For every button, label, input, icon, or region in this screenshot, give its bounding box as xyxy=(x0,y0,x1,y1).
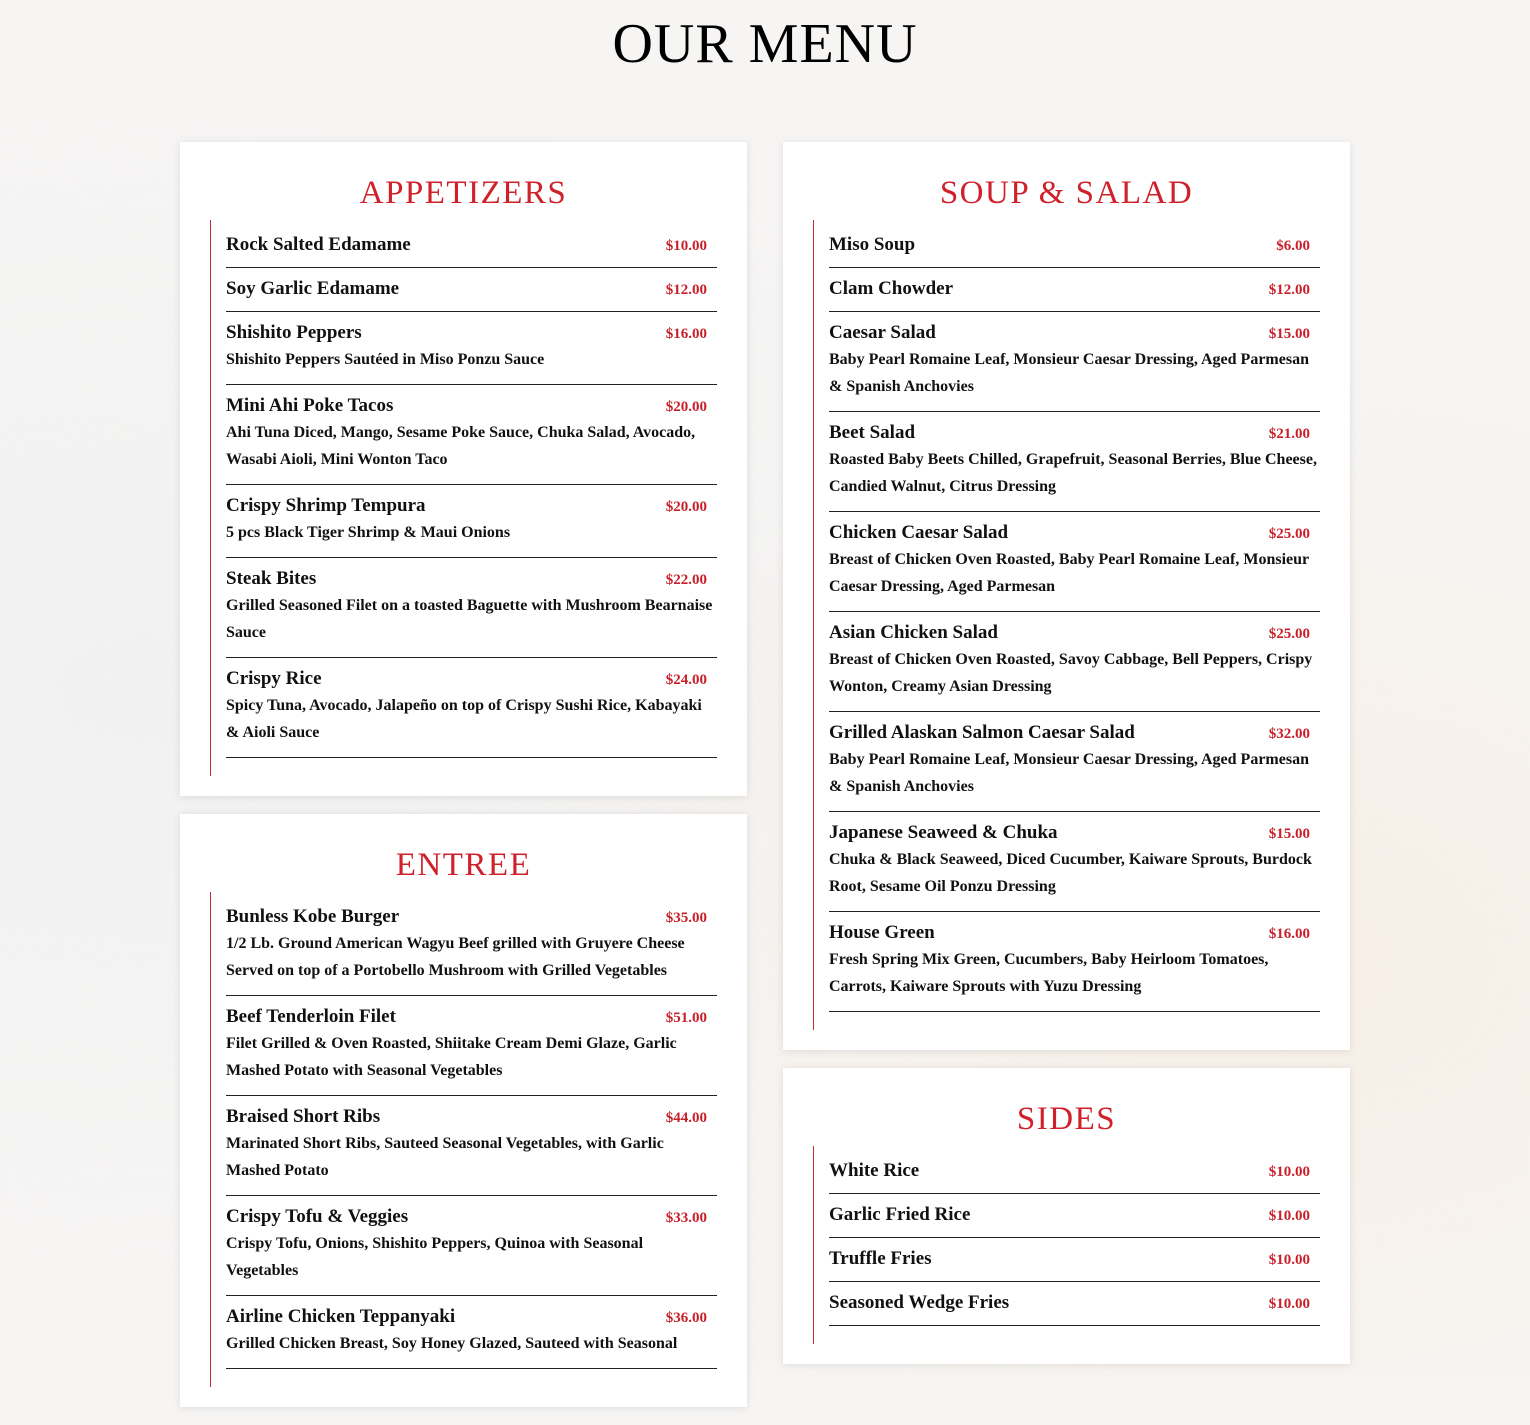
menu-item-description: Crispy Tofu, Onions, Shishito Peppers, Quinoa with Seasonal Vegetables xyxy=(226,1235,644,1279)
menu-item-header xyxy=(829,622,1320,644)
menu-item-name: Japanese Seaweed & Chuka xyxy=(829,822,1058,843)
menu-item-description: Grilled Seasoned Filet on a toasted Baguette with Mushroom Bearnaise Sauce xyxy=(226,597,713,641)
menu-item-description: Marinated Short Ribs, Sauteed Seasonal Vegetables, with Garlic Mashed Potato xyxy=(226,1135,664,1179)
menu-item xyxy=(829,1150,1320,1194)
menu-item-header xyxy=(829,1204,1320,1226)
menu-item-header xyxy=(829,278,1320,300)
menu-item xyxy=(829,268,1320,312)
menu-item xyxy=(829,224,1320,268)
menu-item-price: $6.00 xyxy=(1276,238,1310,254)
menu-item-header xyxy=(226,1106,717,1128)
menu-item-name: Soy Garlic Edamame xyxy=(226,278,400,299)
menu-item-name: Chicken Caesar Salad xyxy=(829,522,1009,543)
menu-item-name: Crispy Shrimp Tempura xyxy=(226,495,426,516)
menu-item-price: $20.00 xyxy=(665,499,707,515)
menu-item-name: House Green xyxy=(829,922,935,943)
menu-item-price: $16.00 xyxy=(665,326,707,342)
menu-item-price: $22.00 xyxy=(665,572,707,588)
menu-item-header xyxy=(829,822,1320,844)
menu-item-header xyxy=(829,1248,1320,1270)
menu-item-price: $10.00 xyxy=(1268,1208,1310,1224)
menu-section-entree xyxy=(180,814,747,1407)
menu-item-name: Crispy Rice xyxy=(226,668,322,689)
menu-item-header xyxy=(226,906,717,928)
menu-item xyxy=(829,712,1320,812)
menu-item-price: $33.00 xyxy=(665,1210,707,1226)
menu-item-description: Shishito Peppers Sautéed in Miso Ponzu Sauce xyxy=(226,351,545,368)
menu-item-price: $21.00 xyxy=(1268,426,1310,442)
menu-item xyxy=(829,612,1320,712)
menu-item-header xyxy=(829,422,1320,444)
menu-item xyxy=(829,1282,1320,1326)
menu-item-name: Beet Salad xyxy=(829,422,916,443)
menu-item-name: Grilled Alaskan Salmon Caesar Salad xyxy=(829,722,1135,743)
menu-item-header xyxy=(226,278,717,300)
menu-item xyxy=(226,268,717,312)
menu-item-name: Airline Chicken Teppanyaki xyxy=(226,1306,456,1327)
section-title: ENTREE xyxy=(395,847,532,883)
menu-item-header xyxy=(226,1006,717,1028)
menu-item-header xyxy=(226,395,717,417)
menu-item xyxy=(829,312,1320,412)
menu-item-header xyxy=(226,234,717,256)
menu-item-price: $44.00 xyxy=(665,1110,707,1126)
menu-item-price: $36.00 xyxy=(665,1310,707,1326)
menu-item xyxy=(829,912,1320,1012)
menu-item-description: Filet Grilled & Oven Roasted, Shiitake Cream Demi Glaze, Garlic Mashed Potato with Seasonal Vegetables xyxy=(226,1035,677,1079)
menu-item-header xyxy=(226,568,717,590)
menu-item-name: Miso Soup xyxy=(829,234,916,255)
menu-item-description: Roasted Baby Beets Chilled, Grapefruit, Seasonal Berries, Blue Cheese, Candied Walnut, Citrus Dressing xyxy=(829,451,1317,495)
menu-item xyxy=(829,512,1320,612)
menu-item-price: $24.00 xyxy=(665,672,707,688)
menu-item-description: Fresh Spring Mix Green, Cucumbers, Baby Heirloom Tomatoes, Carrots, Kaiware Sprouts with Yuzu Dressing xyxy=(829,951,1269,995)
menu-item-price: $10.00 xyxy=(1268,1296,1310,1312)
menu-item-name: Asian Chicken Salad xyxy=(829,622,998,643)
menu-item-name: White Rice xyxy=(829,1160,920,1181)
page-title: OUR MENU xyxy=(612,13,918,75)
menu-item xyxy=(829,412,1320,512)
menu-item xyxy=(829,812,1320,912)
menu-item-price: $10.00 xyxy=(1268,1164,1310,1180)
menu-item-description: Grilled Chicken Breast, Soy Honey Glazed, Sauteed with Seasonal xyxy=(226,1335,678,1352)
menu-item-name: Shishito Peppers xyxy=(226,322,362,343)
menu-item-price: $25.00 xyxy=(1268,626,1310,642)
menu-item-header xyxy=(829,722,1320,744)
section-title: SOUP & SALAD xyxy=(939,175,1194,211)
menu-item xyxy=(226,385,717,485)
menu-item xyxy=(829,1238,1320,1282)
menu-item-description: Chuka & Black Seaweed, Diced Cucumber, Kaiware Sprouts, Burdock Root, Sesame Oil Ponzu Dressing xyxy=(829,851,1312,895)
menu-item-price: $51.00 xyxy=(665,1010,707,1026)
menu-item-name: Clam Chowder xyxy=(829,278,954,299)
menu-item-name: Mini Ahi Poke Tacos xyxy=(226,395,394,416)
menu-item-name: Braised Short Ribs xyxy=(226,1106,381,1127)
menu-item xyxy=(829,1194,1320,1238)
menu-section-soup-salad xyxy=(783,142,1350,1050)
menu-item-description: 5 pcs Black Tiger Shrimp & Maui Onions xyxy=(226,524,511,541)
menu-item-name: Crispy Tofu & Veggies xyxy=(226,1206,409,1227)
menu-item-price: $20.00 xyxy=(665,399,707,415)
menu-item xyxy=(226,485,717,558)
menu-item-header xyxy=(829,922,1320,944)
menu-item-header xyxy=(226,495,717,517)
menu-item xyxy=(226,1296,717,1369)
right-column xyxy=(783,142,1350,1382)
menu-section-sides xyxy=(783,1068,1350,1364)
menu-item-description: Baby Pearl Romaine Leaf, Monsieur Caesar Dressing, Aged Parmesan & Spanish Anchovies xyxy=(829,751,1309,795)
menu-item xyxy=(226,1196,717,1296)
menu-item-description: Baby Pearl Romaine Leaf, Monsieur Caesar Dressing, Aged Parmesan & Spanish Anchovies xyxy=(829,351,1309,395)
menu-item-name: Truffle Fries xyxy=(829,1248,932,1269)
menu-item-name: Seasoned Wedge Fries xyxy=(829,1292,1010,1313)
section-title: APPETIZERS xyxy=(359,175,568,211)
menu-item-price: $35.00 xyxy=(665,910,707,926)
menu-item-header xyxy=(226,322,717,344)
menu-item-price: $10.00 xyxy=(665,238,707,254)
menu-item-header xyxy=(829,522,1320,544)
menu-item-description: 1/2 Lb. Ground American Wagyu Beef grilled with Gruyere Cheese Served on top of a Portobello Mushroom with Grilled Vegetables xyxy=(226,935,685,979)
menu-item-list xyxy=(210,220,717,776)
menu-item-name: Beef Tenderloin Filet xyxy=(226,1006,396,1027)
menu-item-name: Caesar Salad xyxy=(829,322,936,343)
menu-item-header xyxy=(829,1160,1320,1182)
menu-item xyxy=(226,1096,717,1196)
menu-item-list xyxy=(813,1146,1320,1344)
menu-item-price: $12.00 xyxy=(1268,282,1310,298)
menu-item-price: $12.00 xyxy=(665,282,707,298)
menu-item-description: Spicy Tuna, Avocado, Jalapeño on top of Crispy Sushi Rice, Kabayaki & Aioli Sauce xyxy=(226,697,702,741)
menu-item xyxy=(226,658,717,758)
menu-item-header xyxy=(829,1292,1320,1314)
section-title: SIDES xyxy=(1016,1101,1117,1137)
menu-section-appetizers xyxy=(180,142,747,796)
menu-item-price: $10.00 xyxy=(1268,1252,1310,1268)
menu-item xyxy=(226,558,717,658)
menu-item xyxy=(226,996,717,1096)
menu-item-list xyxy=(813,220,1320,1030)
menu-item-price: $32.00 xyxy=(1268,726,1310,742)
menu-item-name: Rock Salted Edamame xyxy=(226,234,411,255)
menu-item-description: Breast of Chicken Oven Roasted, Savoy Cabbage, Bell Peppers, Crispy Wonton, Creamy Asian Dressing xyxy=(829,651,1313,695)
menu-item-list xyxy=(210,892,717,1387)
menu-item-price: $16.00 xyxy=(1268,926,1310,942)
menu-item-header xyxy=(226,668,717,690)
menu-item-description: Breast of Chicken Oven Roasted, Baby Pearl Romaine Leaf, Monsieur Caesar Dressing, Aged Parmesan xyxy=(829,551,1309,595)
menu-item-header xyxy=(829,234,1320,256)
menu-item-name: Garlic Fried Rice xyxy=(829,1204,971,1225)
left-column xyxy=(180,142,747,1425)
menu-item-description: Ahi Tuna Diced, Mango, Sesame Poke Sauce, Chuka Salad, Avocado, Wasabi Aioli, Mini Wonton Taco xyxy=(226,424,696,468)
menu-item-name: Bunless Kobe Burger xyxy=(226,906,400,927)
menu-item-header xyxy=(829,322,1320,344)
menu-item-price: $15.00 xyxy=(1268,826,1310,842)
menu-item xyxy=(226,224,717,268)
menu-item-price: $25.00 xyxy=(1268,526,1310,542)
menu-item xyxy=(226,896,717,996)
menu-item-header xyxy=(226,1306,717,1328)
menu-item xyxy=(226,312,717,385)
menu-item-name: Steak Bites xyxy=(226,568,317,589)
menu-item-header xyxy=(226,1206,717,1228)
menu-item-price: $15.00 xyxy=(1268,326,1310,342)
